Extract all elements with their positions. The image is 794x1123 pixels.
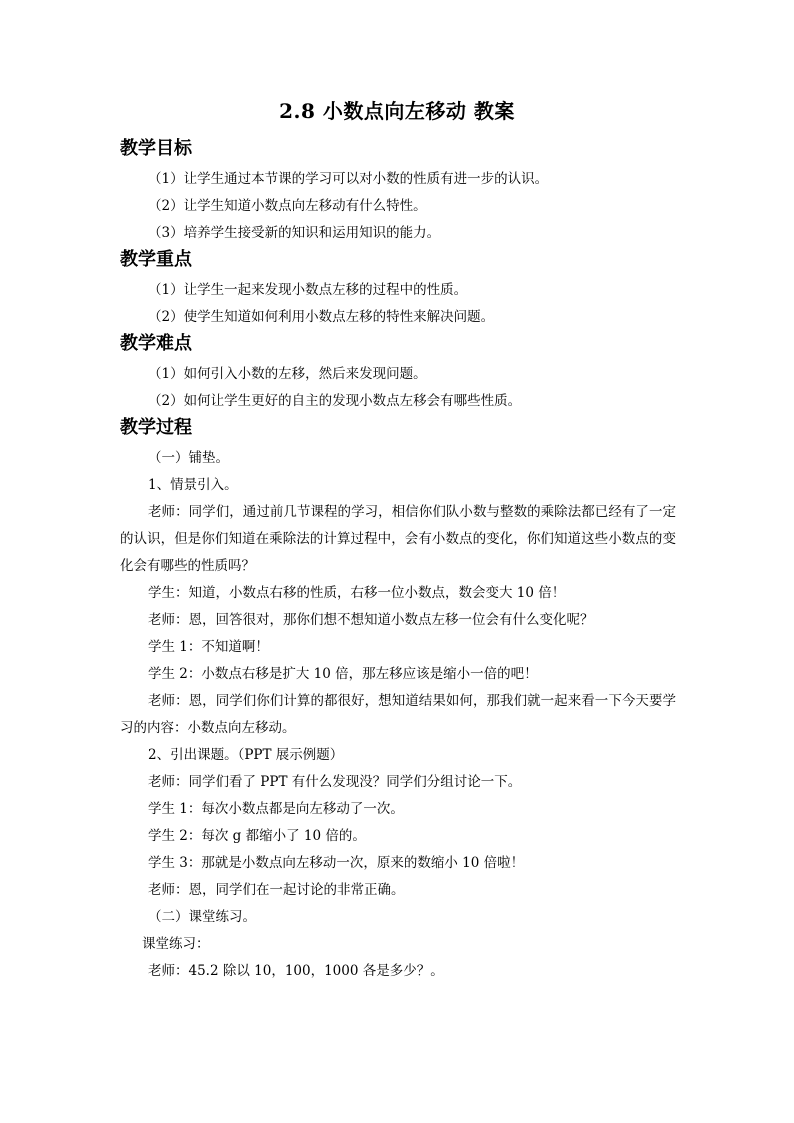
document-title: 2.8 小数点向左移动 教案 xyxy=(279,99,515,123)
paragraph: 老师：恩，同学们在一起讨论的非常正确。 xyxy=(148,882,405,898)
section-teaching-difficulty xyxy=(120,331,676,415)
paragraph: 老师：同学们，通过前几节课程的学习，相信你们队小数与整数的乘除法都已经有了一定的认识，但是你们知道在乘除法的计算过程中，会有小数点的变化，你们知道这些小数点的变化会有哪些的性质吗？ xyxy=(120,504,676,574)
section-heading: 教学过程 xyxy=(120,417,192,438)
paragraph: （2）让学生知道小数点向左移动有什么特性。 xyxy=(148,198,427,214)
paragraph: 老师：恩，同学们你们计算的都很好，想知道结果如何，那我们就一起来看一下今天要学习的内容：小数点向左移动。 xyxy=(120,693,676,736)
section-heading: 教学难点 xyxy=(120,333,192,354)
section-teaching-goals xyxy=(120,136,676,247)
paragraph: 学生 1：每次小数点都是向左移动了一次。 xyxy=(148,801,404,817)
paragraph: 学生 2：小数点右移是扩大 10 倍，那左移应该是缩小一倍的吧！ xyxy=(148,666,538,682)
paragraph: 学生：知道，小数点右移的性质，右移一位小数点，数会变大 10 倍！ xyxy=(148,585,566,601)
paragraph: （1）让学生通过本节课的学习可以对小数的性质有进一步的认识。 xyxy=(148,171,549,187)
paragraph: 老师：恩，回答很对，那你们想不想知道小数点左移一位会有什么变化呢？ xyxy=(148,612,594,628)
paragraph: （二）课堂练习。 xyxy=(148,909,256,925)
paragraph: 老师：45.2 除以 10，100，1000 各是多少？。 xyxy=(148,963,444,979)
paragraph: 学生 1：不知道啊！ xyxy=(148,639,269,655)
paragraph: 学生 2：每次 g 都缩小了 10 倍的。 xyxy=(148,828,366,844)
section-heading: 教学重点 xyxy=(120,249,192,270)
paragraph: 课堂练习： xyxy=(142,936,210,952)
paragraph: （2）使学生知道如何利用小数点左移的特性来解决问题。 xyxy=(148,309,495,325)
section-heading: 教学目标 xyxy=(120,138,192,159)
paragraph: （1）如何引入小数的左移，然后来发现问题。 xyxy=(148,366,427,382)
paragraph: （1）让学生一起来发现小数点左移的过程中的性质。 xyxy=(148,282,468,298)
paragraph: （一）铺垫。 xyxy=(148,450,229,466)
paragraph: （2）如何让学生更好的自主的发现小数点左移会有哪些性质。 xyxy=(148,393,522,409)
paragraph: 2、引出课题。（PPT 展示例题） xyxy=(148,747,344,763)
document-body xyxy=(120,136,676,985)
paragraph: 1、情景引入。 xyxy=(148,477,238,493)
paragraph: 学生 3：那就是小数点向左移动一次，原来的数缩小 10 倍啦！ xyxy=(148,855,525,871)
section-teaching-process xyxy=(120,415,676,985)
section-teaching-focus xyxy=(120,247,676,331)
paragraph: （3）培养学生接受新的知识和运用知识的能力。 xyxy=(148,225,441,241)
paragraph: 老师：同学们看了 PPT 有什么发现没？同学们分组讨论一下。 xyxy=(148,774,522,790)
